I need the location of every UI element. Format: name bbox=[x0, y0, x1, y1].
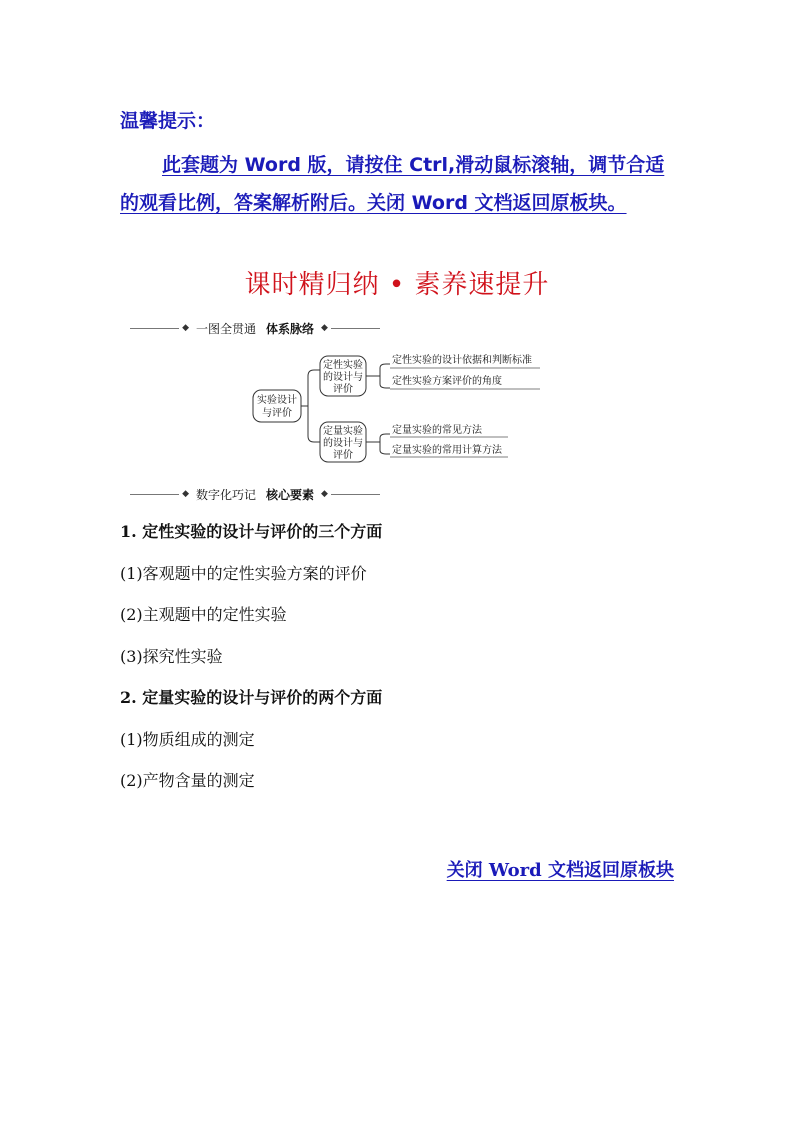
divider-line bbox=[331, 494, 380, 495]
main-title: 课时精归纳 • 素养速提升 bbox=[244, 270, 550, 300]
key-points-list bbox=[120, 522, 680, 813]
list-item: (2)主观题中的定性实验 bbox=[120, 605, 287, 624]
branch2-leaf-1: 定量实验的常见方法 bbox=[392, 425, 482, 436]
root-node-line-2: 与评价 bbox=[262, 408, 292, 419]
branch1-leaf-2: 定性实验方案评价的角度 bbox=[392, 376, 502, 387]
branch2-node-line-1: 定量实验 bbox=[323, 426, 363, 437]
section-label: 数字化巧记 核心要素 bbox=[195, 487, 315, 502]
branch1-connector bbox=[366, 364, 390, 388]
branch2-node-line-2: 的设计与 bbox=[323, 438, 363, 449]
root-node-line-1: 实验设计 bbox=[257, 395, 297, 406]
branch1-node-line-1: 定性实验 bbox=[323, 360, 363, 371]
branch1-leaf-1: 定性实验的设计依据和判断标准 bbox=[392, 355, 532, 366]
diamond-icon: ◆ bbox=[182, 489, 189, 499]
list-item: (2)产物含量的测定 bbox=[120, 771, 255, 790]
section-label: 一图全贯通 体系脉络 bbox=[195, 321, 315, 336]
diamond-icon: ◆ bbox=[321, 323, 328, 333]
divider-line bbox=[130, 328, 179, 329]
root-connector bbox=[301, 370, 320, 442]
tip-body-link[interactable]: 此套题为 Word 版，请按住 Ctrl,滑动鼠标滚轴，调节合适的观看比例，答案解析附后。关闭 Word 文档返回原板块。 bbox=[120, 154, 665, 214]
list-item: (3)探究性实验 bbox=[120, 646, 223, 666]
branch1-node-line-2: 的设计与 bbox=[323, 372, 363, 383]
divider-line bbox=[331, 328, 380, 329]
diamond-icon: ◆ bbox=[321, 489, 328, 499]
list-item: 1. 定性实验的设计与评价的三个方面 bbox=[120, 522, 383, 541]
divider-line bbox=[130, 494, 179, 495]
branch2-connector bbox=[366, 434, 390, 454]
list-item: 2. 定量实验的设计与评价的两个方面 bbox=[120, 688, 383, 707]
diamond-icon: ◆ bbox=[182, 323, 189, 333]
list-item: (1)客观题中的定性实验方案的评价 bbox=[120, 563, 367, 583]
close-word-link[interactable]: 关闭 Word 文档返回原板块 bbox=[446, 860, 674, 881]
tip-body bbox=[120, 146, 676, 222]
tip-title: 温馨提示： bbox=[120, 110, 216, 132]
mind-map-diagram bbox=[240, 350, 550, 470]
list-item: (1)物质组成的测定 bbox=[120, 729, 255, 749]
branch1-node-line-3: 评价 bbox=[333, 384, 353, 395]
section-header-system bbox=[130, 318, 380, 338]
branch2-leaf-2: 定量实验的常用计算方法 bbox=[392, 445, 502, 456]
branch2-node-line-3: 评价 bbox=[333, 450, 353, 461]
section-header-core bbox=[130, 484, 380, 504]
